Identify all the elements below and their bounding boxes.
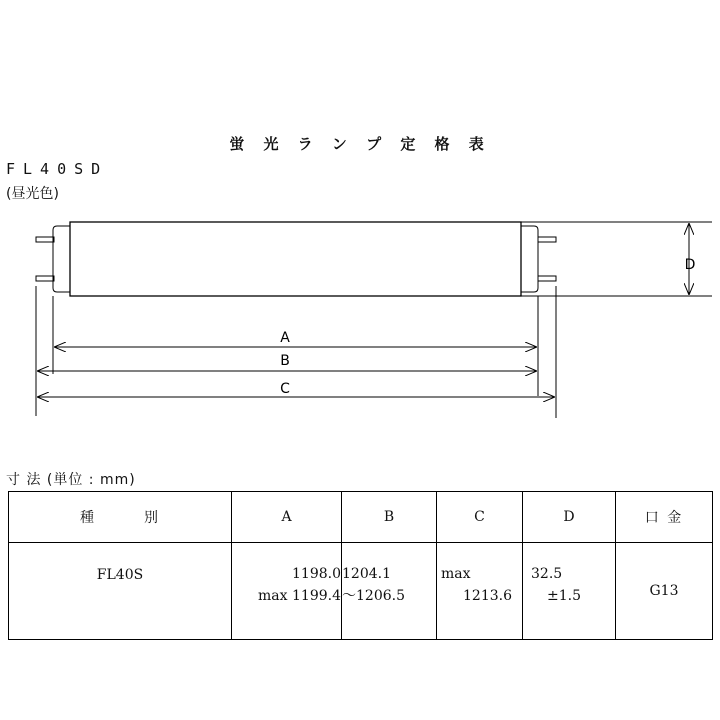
cell-a <box>232 543 342 640</box>
header-c: C <box>437 492 523 543</box>
header-d: D <box>523 492 616 543</box>
dim-d-label: D <box>684 257 696 273</box>
cell-d-line1: 32.5 <box>531 566 563 582</box>
right-pins-icon <box>538 237 556 281</box>
cell-a-line1: 1198.0 <box>292 566 341 582</box>
spec-table <box>8 491 713 640</box>
dim-c-label: C <box>280 381 290 397</box>
cell-a-line2: max 1199.4 <box>258 588 341 604</box>
tube-body-icon <box>70 222 521 296</box>
header-a: A <box>232 492 342 543</box>
left-cap-icon <box>53 226 70 292</box>
cell-base: G13 <box>616 543 713 640</box>
header-type: 種 別 <box>9 492 232 543</box>
left-pins-icon <box>36 237 54 281</box>
dimensions-caption: 寸 法 (単位 : mm) <box>6 472 136 488</box>
cell-b-line1: 1204.1 <box>342 566 391 582</box>
dim-b-label: B <box>280 353 290 369</box>
cell-type: FL40S <box>9 543 232 640</box>
dim-a-label: A <box>280 330 290 346</box>
model-name: FL40SD <box>6 160 109 178</box>
cell-c-line1: max <box>441 566 471 582</box>
table-row <box>9 543 713 640</box>
table-header-row <box>9 492 713 543</box>
page-title: 蛍 光 ラ ン プ 定 格 表 <box>229 135 491 153</box>
header-base: 口 金 <box>616 492 713 543</box>
header-b: B <box>342 492 437 543</box>
right-cap-icon <box>521 226 538 292</box>
cell-c <box>437 543 523 640</box>
cell-b <box>342 543 437 640</box>
cell-c-line2: 1213.6 <box>463 588 512 604</box>
cell-d-line2: ±1.5 <box>547 588 581 604</box>
cell-d <box>523 543 616 640</box>
color-name: (昼光色) <box>6 186 59 202</box>
cell-b-line2: ～1206.5 <box>342 588 405 604</box>
